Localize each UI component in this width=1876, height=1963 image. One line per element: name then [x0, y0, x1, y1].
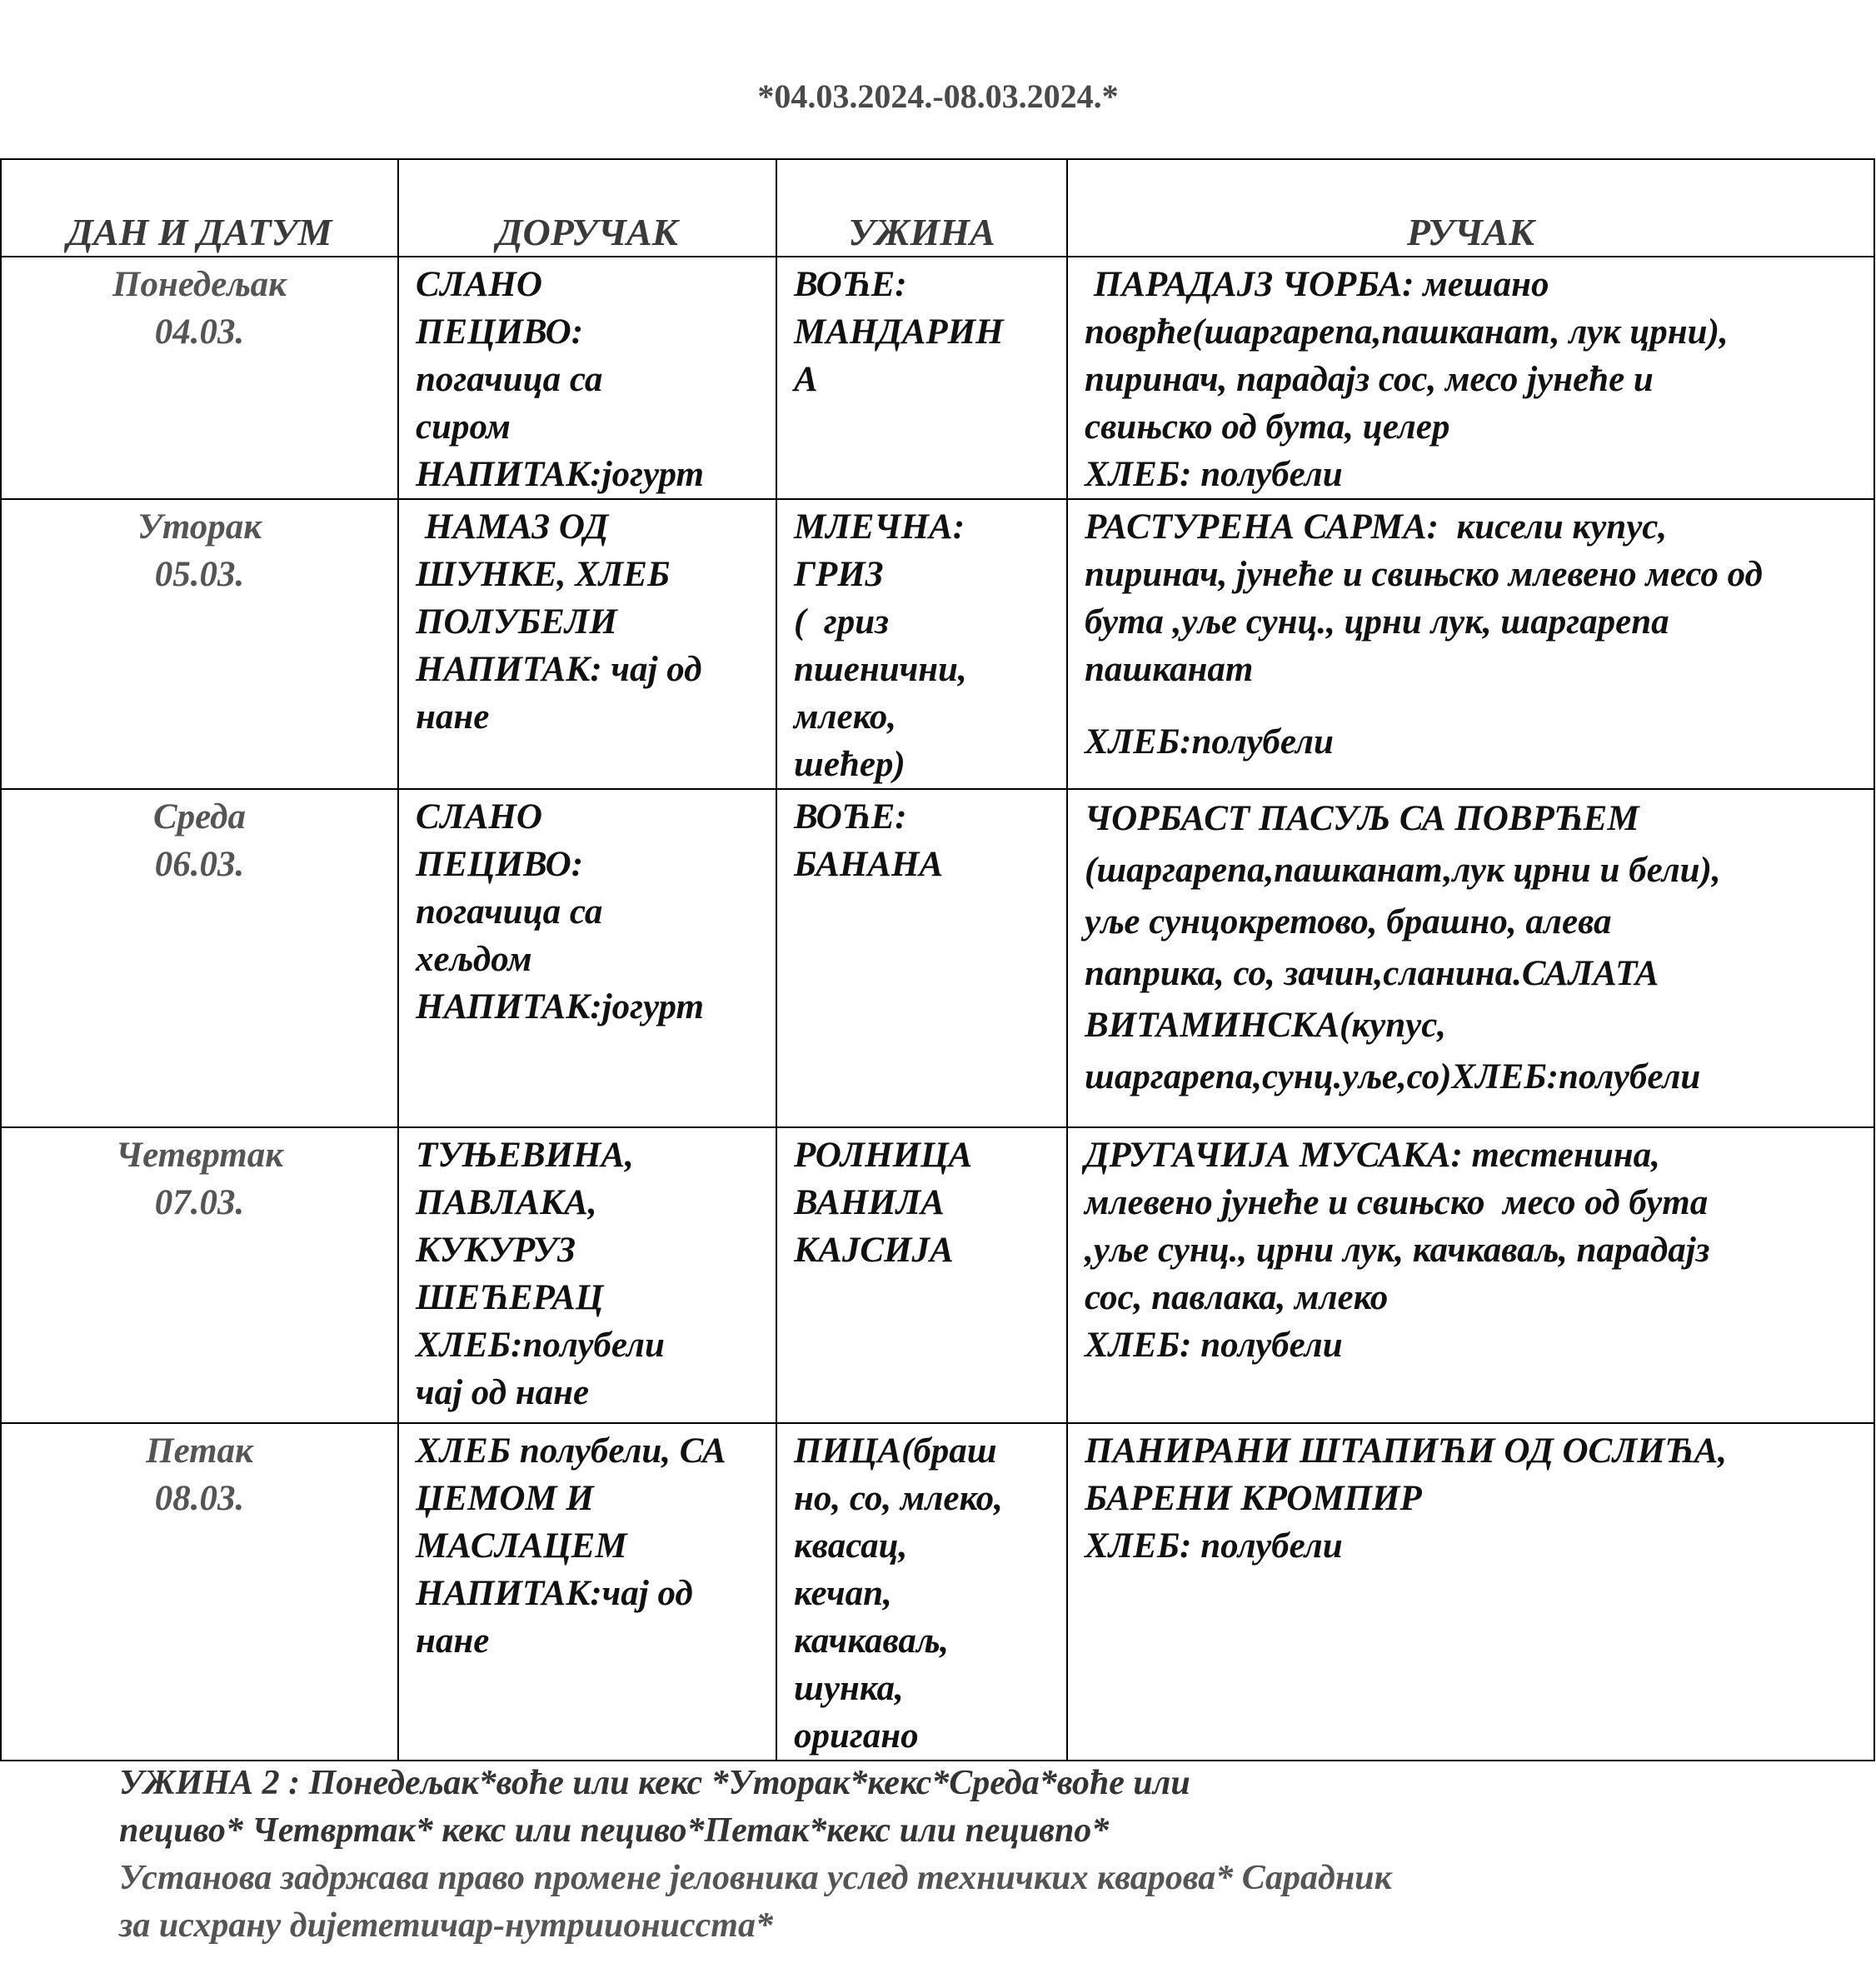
snack-line: ( гриз [794, 602, 889, 642]
table-row [1, 1423, 1874, 1761]
day-name: Среда [152, 797, 247, 837]
snack-line: БАНАНА [794, 845, 944, 884]
day-date: 06.03. [154, 845, 245, 884]
breakfast-line: НАПИТАК:јогурт [416, 987, 704, 1026]
disclaimer-line: Установа задржава право промене јеловника услед техничких кварова* Сарадник [119, 1859, 1392, 1897]
snack-line: А [794, 360, 818, 399]
breakfast-line: хељдом [416, 940, 532, 979]
day-name: Четвртак [115, 1136, 284, 1175]
snack-line: МАНДАРИН [794, 312, 1004, 352]
snack-line: КАЈСИЈА [794, 1231, 954, 1270]
breakfast-line: погачица са [416, 892, 603, 932]
table-row [1, 499, 1874, 789]
day-date: 07.03. [154, 1183, 245, 1222]
breakfast-line: ПАВЛАКА, [416, 1183, 597, 1222]
lunch-line: поврће(шаргарепа,пашканат, лук црни), [1085, 312, 1729, 352]
breakfast-line: чај од нане [416, 1373, 590, 1412]
snack2-note-line: УЖИНА 2 : Понедељак*воће или кекс *Уторак*кекс*Среда*воће или [119, 1764, 1190, 1802]
snack-line: ВОЋЕ: [794, 797, 907, 837]
breakfast-line: нане [416, 1621, 490, 1661]
breakfast-cell [398, 499, 776, 789]
menu-period-title: *04.03.2024.-08.03.2024.* [757, 77, 1119, 115]
breakfast-line: сиром [416, 407, 511, 447]
breakfast-line: ШЕЋЕРАЦ [416, 1278, 604, 1317]
snack-line: квасац, [794, 1526, 908, 1566]
breakfast-line: ШУНКЕ, ХЛЕБ [416, 555, 671, 594]
breakfast-line: погачица са [416, 360, 603, 399]
day-date: 05.03. [154, 555, 245, 594]
lunch-line: паприка, со, зачин,сланина.САЛАТА [1085, 954, 1659, 993]
lunch-line: шаргарепа,сунц.уље,со)ХЛЕБ:полубели [1085, 1057, 1701, 1096]
lunch-line: пашканат [1085, 650, 1254, 689]
snack-line: кечап, [794, 1574, 892, 1613]
lunch-line: ,уље сунц., црни лук, качкаваљ, парадајз [1085, 1231, 1710, 1270]
lunch-cell [1067, 1423, 1874, 1761]
breakfast-line: ТУЊЕВИНА, [416, 1136, 634, 1175]
snack-line: оригано [794, 1716, 919, 1756]
breakfast-cell [398, 789, 776, 1127]
snack-line: ВАНИЛА [794, 1183, 945, 1222]
snack2-note-line: пециво* Четвртак* кекс или пециво*Петак*кекс или пецивпо* [119, 1811, 1110, 1850]
snack-line: ГРИЗ [794, 555, 884, 594]
lunch-line: бута ,уље сунц., црни лук, шаргарепа [1085, 602, 1669, 642]
day-cell [1, 789, 398, 1127]
lunch-line: (шаргарепа,пашканат,лук црни и бели), [1085, 851, 1721, 890]
breakfast-line: НАМАЗ ОД [416, 507, 609, 547]
snack-cell [776, 257, 1067, 499]
snack-line: но, со, млеко, [794, 1479, 1003, 1518]
snack-line: ПИЦА(браш [794, 1431, 997, 1471]
breakfast-line: ХЛЕБ:полубели [416, 1326, 665, 1365]
header-lunch: РУЧАК [1067, 159, 1874, 257]
lunch-line: РАСТУРЕНА САРМА: кисели купус, [1085, 507, 1668, 547]
lunch-line: ПАРАДАЈЗ ЧОРБА: мешано [1085, 265, 1549, 304]
lunch-line: уље сунцокретово, брашно, алева [1085, 902, 1612, 942]
breakfast-line: ПЕЦИВО: [416, 312, 584, 352]
breakfast-line: ПОЛУБЕЛИ [416, 602, 617, 642]
lunch-line: пиринач, парадајз сос, месо јунеће и [1085, 360, 1654, 399]
snack-line: шећер) [794, 745, 906, 784]
lunch-line: ХЛЕБ: полубели [1085, 1526, 1343, 1566]
snack-cell [776, 1127, 1067, 1423]
day-name: Понедељак [112, 265, 287, 304]
breakfast-line: СЛАНО [416, 797, 542, 837]
snack-cell [776, 1423, 1067, 1761]
lunch-line: ПАНИРАНИ ШТАПИЋИ ОД ОСЛИЋА, [1085, 1431, 1727, 1471]
header-day-date: ДАН И ДАТУМ [1, 159, 398, 257]
breakfast-line: ЏЕМОМ И [416, 1479, 594, 1518]
snack-line: МЛЕЧНА: [794, 507, 965, 547]
snack-line: качкаваљ, [794, 1621, 949, 1661]
header-snack: УЖИНА [776, 159, 1067, 257]
snack-line: шунка, [794, 1669, 904, 1708]
breakfast-line: НАПИТАК:чај од [416, 1574, 693, 1613]
breakfast-line: КУКУРУЗ [416, 1231, 576, 1270]
day-cell [1, 1423, 398, 1761]
lunch-cell [1067, 257, 1874, 499]
breakfast-line: нане [416, 697, 490, 737]
day-date: 08.03. [154, 1479, 245, 1518]
day-cell [1, 257, 398, 499]
table-row [1, 257, 1874, 499]
lunch-line: ХЛЕБ: полубели [1085, 1326, 1343, 1365]
lunch-line: ХЛЕБ: полубели [1085, 455, 1343, 494]
disclaimer-line: за исхрану дијететичар-нутриионисста* [119, 1906, 773, 1945]
breakfast-line: НАПИТАК:јогурт [416, 455, 704, 494]
snack-line: пшенични, [794, 650, 967, 689]
lunch-cell [1067, 789, 1874, 1127]
lunch-cell [1067, 499, 1874, 789]
lunch-line: ЧОРБАСТ ПАСУЉ СА ПОВРЋЕМ [1085, 799, 1639, 838]
weekly-menu-table [0, 158, 1875, 1761]
snack-line: РОЛНИЦА [794, 1136, 973, 1175]
lunch-bread: ХЛЕБ:полубели [1085, 722, 1334, 762]
breakfast-line: ХЛЕБ полубели, СА [416, 1431, 726, 1471]
breakfast-cell [398, 1127, 776, 1423]
lunch-line: пиринач, јунеће и свињско млевено месо од [1085, 555, 1763, 594]
lunch-line: ДРУГАЧИЈА МУСАКА: тестенина, [1085, 1136, 1660, 1175]
breakfast-line: СЛАНО [416, 265, 542, 304]
header-breakfast: ДОРУЧАК [398, 159, 776, 257]
lunch-line: сос, павлака, млеко [1085, 1278, 1389, 1317]
snack-cell [776, 499, 1067, 789]
day-name: Петак [146, 1431, 253, 1471]
lunch-cell [1067, 1127, 1874, 1423]
breakfast-line: ПЕЦИВО: [416, 845, 584, 884]
day-cell [1, 499, 398, 789]
footer-notes [119, 1760, 1702, 1950]
breakfast-cell [398, 1423, 776, 1761]
breakfast-line: НАПИТАК: чај од [416, 650, 702, 689]
lunch-line: млевено јунеће и свињско месо од бута [1085, 1183, 1709, 1222]
breakfast-cell [398, 257, 776, 499]
lunch-line: БАРЕНИ КРОМПИР [1085, 1479, 1422, 1518]
table-row [1, 789, 1874, 1127]
day-name: Уторак [137, 507, 262, 547]
day-cell [1, 1127, 398, 1423]
header-row [1, 159, 1874, 257]
snack-cell [776, 789, 1067, 1127]
paragraph-gap [1085, 693, 1857, 718]
breakfast-line: МАСЛАЦЕМ [416, 1526, 627, 1566]
table-row [1, 1127, 1874, 1423]
day-date: 04.03. [154, 312, 245, 352]
snack-line: ВОЋЕ: [794, 265, 907, 304]
lunch-line: свињско од бута, целер [1085, 407, 1450, 447]
lunch-line: ВИТАМИНСКА(купус, [1085, 1006, 1447, 1045]
snack-line: млеко, [794, 697, 897, 737]
